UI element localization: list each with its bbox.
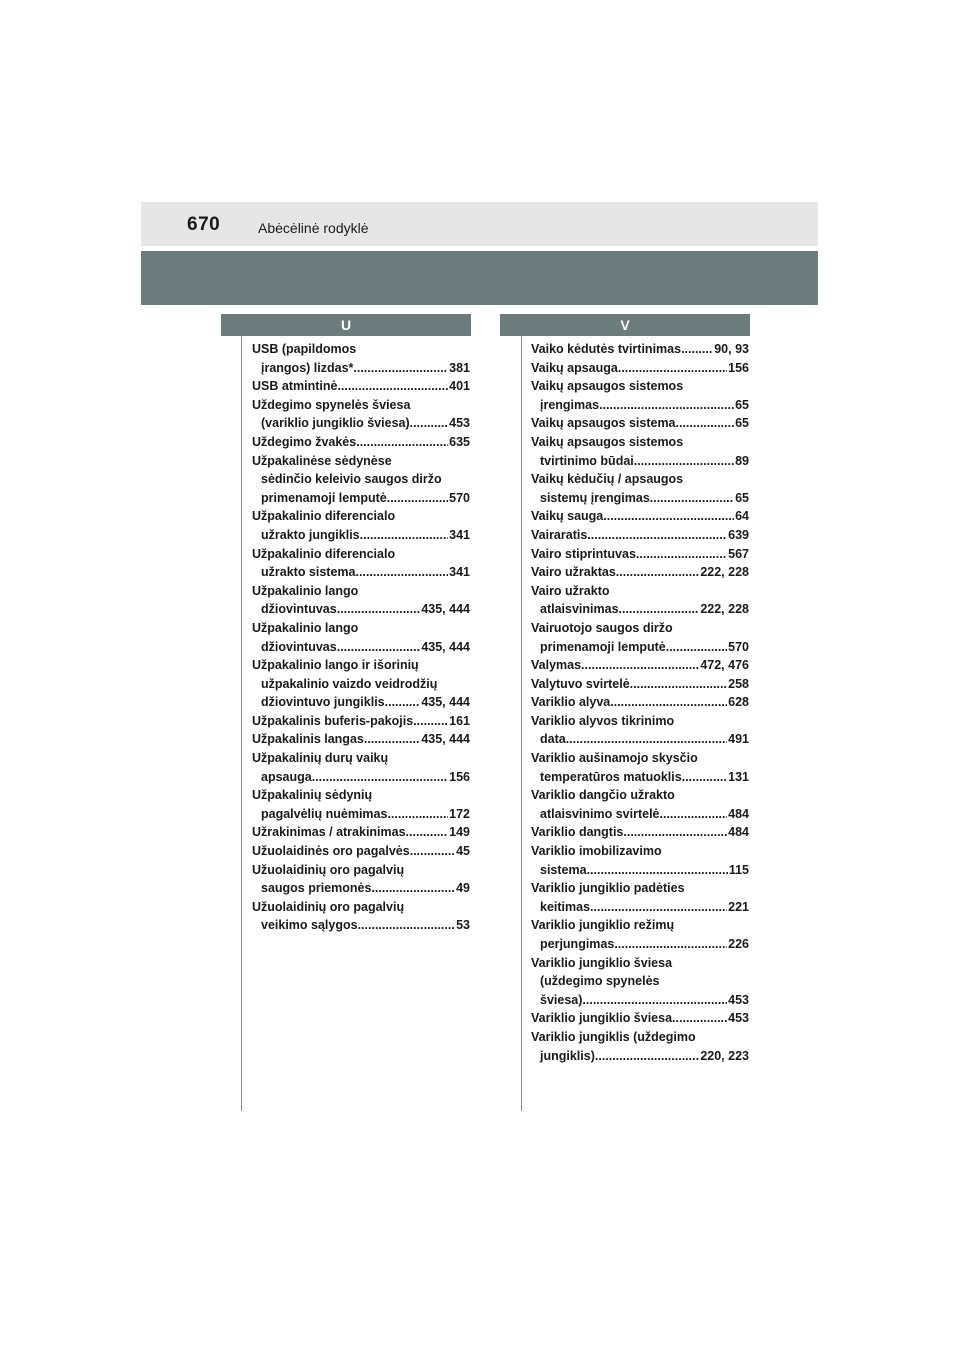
page-reference: 484 xyxy=(728,825,749,840)
index-entry xyxy=(252,823,470,842)
page-reference: 341 xyxy=(449,527,470,542)
index-entry-line xyxy=(252,638,470,657)
index-entry-text: Užuolaidinių oro pagalvių xyxy=(252,862,405,877)
index-entry-line xyxy=(531,638,749,657)
index-entry xyxy=(531,656,749,675)
dot-leader xyxy=(387,805,448,824)
index-entry-line xyxy=(531,898,749,917)
page-reference: 172 xyxy=(449,806,470,821)
index-entry-line xyxy=(252,842,470,861)
dot-leader xyxy=(358,916,456,935)
index-entry-text: Vaikų apsaugos sistema xyxy=(531,416,676,431)
dot-leader xyxy=(337,377,448,396)
index-entry-text: saugos priemonės xyxy=(261,881,372,896)
index-entry-line xyxy=(531,1009,749,1028)
index-entry xyxy=(252,545,470,582)
page-reference: 64 xyxy=(735,509,749,524)
dot-leader xyxy=(682,768,727,787)
page-reference: 570 xyxy=(728,639,749,654)
index-entry-text: Užrakinimas / atrakinimas xyxy=(252,825,406,840)
index-entry-text: keitimas xyxy=(540,899,591,914)
index-entry-text: Vairuotojo saugos diržo xyxy=(531,620,673,635)
page-reference: 156 xyxy=(449,769,470,784)
index-entry-line xyxy=(531,805,749,824)
index-entry xyxy=(252,712,470,731)
index-entry xyxy=(531,712,749,749)
page-reference: 220, 223 xyxy=(700,1048,749,1063)
index-entry xyxy=(252,861,470,898)
index-entry-line xyxy=(252,563,470,582)
index-entry xyxy=(252,396,470,433)
index-entry xyxy=(252,898,470,935)
dot-leader xyxy=(630,675,727,694)
index-entry-line xyxy=(252,916,470,935)
index-entry xyxy=(531,823,749,842)
page-reference: 435, 444 xyxy=(421,602,470,617)
header-band xyxy=(141,251,818,305)
index-entry-text: Variklio jungiklio padėties xyxy=(531,881,685,896)
index-entry-text: Užpakalinių durų vaikų xyxy=(252,751,389,766)
index-entry-line xyxy=(252,526,470,545)
page-reference: 628 xyxy=(728,695,749,710)
index-entry-line xyxy=(252,730,470,749)
index-entry-line xyxy=(252,600,470,619)
index-entry-line xyxy=(531,693,749,712)
index-entry-line xyxy=(531,823,749,842)
dot-leader xyxy=(413,712,448,731)
page-reference: 115 xyxy=(728,862,749,877)
page-reference: 435, 444 xyxy=(421,732,470,747)
index-entry-line xyxy=(252,433,470,452)
index-entry-line xyxy=(252,377,470,396)
index-entry xyxy=(531,786,749,823)
index-entry-text: Užpakalinis buferis-pakojis xyxy=(252,713,414,728)
page-reference: 258 xyxy=(728,676,749,691)
index-entry xyxy=(252,340,470,377)
index-entry xyxy=(531,916,749,953)
column-divider-left xyxy=(241,336,242,1111)
index-column-u xyxy=(252,340,470,935)
page-reference: 453 xyxy=(728,992,749,1007)
dot-leader xyxy=(582,991,727,1010)
index-entry xyxy=(531,433,749,470)
index-entry-line xyxy=(531,656,749,675)
index-entry-line xyxy=(531,414,749,433)
index-entry-line xyxy=(531,545,749,564)
index-entry-text: Vaikų sauga xyxy=(531,509,604,524)
page-reference: 453 xyxy=(728,1011,749,1026)
dot-leader xyxy=(599,396,734,415)
index-entry-line xyxy=(252,359,470,378)
dot-leader xyxy=(387,489,448,508)
index-entry-text: apsauga xyxy=(261,769,312,784)
index-entry xyxy=(531,879,749,916)
index-entry-text: sistema xyxy=(540,862,587,877)
dot-leader xyxy=(650,489,734,508)
index-entry-text: Užpakalinėse sėdynėse xyxy=(252,453,392,468)
page-reference: 435, 444 xyxy=(421,695,470,710)
page-header xyxy=(141,202,818,246)
index-entry-text: Užuolaidinės oro pagalvės xyxy=(252,844,410,859)
index-entry-text: (uždegimo spynelės xyxy=(540,974,660,989)
index-entry-text: (variklio jungiklio šviesa) xyxy=(261,416,410,431)
index-entry-text: primenamoji lemputė xyxy=(261,490,387,505)
index-entry-text: įrangos) lizdas* xyxy=(261,360,354,375)
index-entry-text: Vairo užraktas xyxy=(531,565,616,580)
dot-leader xyxy=(587,861,728,880)
index-entry-text: Valytuvo svirtelė xyxy=(531,676,630,691)
section-title: Abėcėlinė rodyklė xyxy=(258,220,369,236)
dot-leader xyxy=(636,545,727,564)
index-column-v xyxy=(531,340,749,1065)
index-entry-text: užpakalinio vaizdo veidrodžių xyxy=(261,676,438,691)
index-entry-text: data xyxy=(540,732,566,747)
index-entry xyxy=(252,656,470,712)
index-entry-text: įrengimas xyxy=(540,397,600,412)
index-entry-text: tvirtinimo būdai xyxy=(540,453,634,468)
index-entry xyxy=(531,619,749,656)
page-reference: 161 xyxy=(449,713,470,728)
letter-heading-v: V xyxy=(500,314,750,336)
index-entry-text: sėdinčio keleivio saugos diržo xyxy=(261,472,442,487)
dot-leader xyxy=(337,638,421,657)
index-entry-line xyxy=(531,452,749,471)
index-entry xyxy=(531,470,749,507)
index-entry-text: Variklio jungiklio režimų xyxy=(531,918,675,933)
index-entry-text: jungiklis) xyxy=(540,1048,595,1063)
index-entry-text: Variklio jungiklio šviesa xyxy=(531,1011,673,1026)
index-entry-text: perjungimas xyxy=(540,937,615,951)
index-entry-text: šviesa) xyxy=(540,992,583,1007)
page-reference: 222, 228 xyxy=(700,565,749,580)
index-entry xyxy=(531,359,749,378)
index-entry xyxy=(531,377,749,414)
index-entry-text: džiovintuvas xyxy=(261,639,337,654)
index-entry-text: Variklio imobilizavimo xyxy=(531,844,662,859)
index-entry-text: Variklio jungiklis (uždegimo xyxy=(531,1029,696,1044)
dot-leader xyxy=(590,898,727,917)
dot-leader xyxy=(364,730,420,749)
index-entry-line xyxy=(531,861,749,880)
page-reference: 53 xyxy=(456,918,470,933)
index-entry-text: USB atmintinė xyxy=(252,379,338,394)
index-entry-line xyxy=(531,600,749,619)
index-entry-text: Vairo užrakto xyxy=(531,583,610,598)
index-entry-text: Užpakalinių sėdynių xyxy=(252,788,373,803)
index-entry-line xyxy=(252,489,470,508)
index-entry-text: Užpakalinio lango xyxy=(252,583,359,598)
dot-leader xyxy=(660,805,728,824)
page-reference: 381 xyxy=(449,360,470,375)
index-entry-line xyxy=(531,489,749,508)
index-entry xyxy=(252,433,470,452)
dot-leader xyxy=(619,600,700,619)
index-entry-text: atlaisvinimo svirtelė xyxy=(540,806,660,821)
page-reference: 635 xyxy=(449,434,470,449)
index-entry-text: Vaiko kėdutės tvirtinimas xyxy=(531,342,682,356)
page-reference: 156 xyxy=(728,360,749,375)
page-reference: 567 xyxy=(728,546,749,561)
dot-leader xyxy=(623,823,727,842)
index-entry-text: Vairo stiprintuvas xyxy=(531,546,636,561)
index-entry xyxy=(252,842,470,861)
index-entry-line xyxy=(531,675,749,694)
index-entry xyxy=(531,1009,749,1028)
index-entry-text: Variklio dangtis xyxy=(531,825,624,840)
index-entry-text: Variklio jungiklio šviesa xyxy=(531,955,673,970)
index-entry xyxy=(531,954,749,1010)
index-entry-text: Vaikų apsaugos sistemos xyxy=(531,434,684,449)
page-reference: 472, 476 xyxy=(700,658,749,673)
index-entry xyxy=(252,749,470,786)
dot-leader xyxy=(610,693,727,712)
page-reference: 65 xyxy=(735,397,749,412)
index-entry-text: atlaisvinimas xyxy=(540,602,619,617)
column-divider-right xyxy=(521,336,522,1111)
index-entry xyxy=(531,842,749,879)
page-reference: 149 xyxy=(449,825,470,840)
index-entry xyxy=(531,563,749,582)
dot-leader xyxy=(587,526,727,545)
dot-leader xyxy=(603,507,734,526)
index-entry-line xyxy=(531,991,749,1010)
index-entry-line xyxy=(531,396,749,415)
index-entry xyxy=(531,545,749,564)
index-entry-line xyxy=(531,1047,749,1066)
index-entry-text: USB (papildomos xyxy=(252,342,357,356)
page-reference: 401 xyxy=(449,379,470,394)
index-entry-text: Variklio alyvos tikrinimo xyxy=(531,713,675,728)
dot-leader xyxy=(614,935,727,954)
index-entry-text: Užpakalinio diferencialo xyxy=(252,509,396,524)
page-number: 670 xyxy=(187,214,221,235)
dot-leader xyxy=(406,823,449,842)
page-reference: 65 xyxy=(735,490,749,505)
page-reference: 435, 444 xyxy=(421,639,470,654)
index-entry xyxy=(531,414,749,433)
index-entry-line xyxy=(531,359,749,378)
dot-leader xyxy=(566,730,727,749)
letter-heading-u: U xyxy=(221,314,471,336)
index-entry xyxy=(531,675,749,694)
index-entry-line xyxy=(531,340,749,359)
page-reference: 226 xyxy=(728,937,749,951)
dot-leader xyxy=(355,563,448,582)
index-entry xyxy=(252,582,470,619)
page-reference: 90, 93 xyxy=(714,342,749,356)
page-reference: 491 xyxy=(728,732,749,747)
page-reference: 89 xyxy=(735,453,749,468)
index-entry-text: Valymas xyxy=(531,658,582,673)
index-entry-line xyxy=(252,693,470,712)
index-entry-text: temperatūros matuoklis xyxy=(540,769,682,784)
index-entry xyxy=(531,340,749,359)
dot-leader xyxy=(356,433,448,452)
page-reference: 341 xyxy=(449,565,470,580)
index-entry-text: Užpakalinio diferencialo xyxy=(252,546,396,561)
index-entry-text: Vaikų apsauga xyxy=(531,360,618,375)
index-entry-line xyxy=(252,823,470,842)
index-entry xyxy=(531,526,749,545)
index-entry xyxy=(531,1028,749,1065)
index-entry-line xyxy=(531,730,749,749)
dot-leader xyxy=(581,656,699,675)
index-entry-text: Užpakalinio lango xyxy=(252,620,359,635)
index-entry xyxy=(252,786,470,823)
index-entry-text: užrakto sistema xyxy=(261,565,356,580)
page-reference: 65 xyxy=(735,416,749,431)
index-entry-line xyxy=(252,414,470,433)
index-entry xyxy=(252,619,470,656)
index-entry-text: Užpakalinio lango ir išorinių xyxy=(252,658,419,673)
index-entry-line xyxy=(531,768,749,787)
index-entry-line xyxy=(531,563,749,582)
page-reference: 570 xyxy=(449,490,470,505)
page-reference: 131 xyxy=(728,769,749,784)
dot-leader xyxy=(672,1009,727,1028)
index-entry-text: džiovintuvas xyxy=(261,602,337,617)
index-entry-line xyxy=(531,507,749,526)
dot-leader xyxy=(410,414,448,433)
dot-leader xyxy=(616,563,700,582)
index-entry-text: džiovintuvo jungiklis xyxy=(261,695,385,710)
page-reference: 222, 228 xyxy=(700,602,749,617)
index-entry-text: Vaikų apsaugos sistemos xyxy=(531,379,684,394)
index-entry-line xyxy=(252,768,470,787)
page-reference: 45 xyxy=(456,844,470,859)
index-entry xyxy=(531,749,749,786)
dot-leader xyxy=(385,693,421,712)
index-entry xyxy=(252,730,470,749)
index-entry xyxy=(531,507,749,526)
index-entry-text: užrakto jungiklis xyxy=(261,527,360,542)
index-entry-text: Variklio alyva xyxy=(531,695,611,710)
dot-leader xyxy=(666,638,727,657)
dot-leader xyxy=(595,1047,699,1066)
dot-leader xyxy=(360,526,449,545)
index-entry-line xyxy=(252,879,470,898)
page-reference: 639 xyxy=(728,527,749,542)
index-entry-line xyxy=(531,526,749,545)
index-entry-line xyxy=(252,712,470,731)
page-reference: 484 xyxy=(728,806,749,821)
page-reference: 453 xyxy=(449,416,470,431)
index-entry-text: Variklio aušinamojo skysčio xyxy=(531,751,698,766)
index-entry-text: Uždegimo spynelės šviesa xyxy=(252,397,411,412)
index-entry-text: veikimo sąlygos xyxy=(261,918,358,933)
index-entry-text: Vaikų kėdučių / apsaugos xyxy=(531,472,684,487)
dot-leader xyxy=(681,340,713,359)
index-entry xyxy=(252,377,470,396)
dot-leader xyxy=(371,879,455,898)
dot-leader xyxy=(337,600,421,619)
dot-leader xyxy=(410,842,455,861)
index-entry-text: Vairaratis xyxy=(531,527,588,542)
index-entry-line xyxy=(531,935,749,954)
index-entry-text: sistemų įrengimas xyxy=(540,490,650,505)
index-entry xyxy=(252,452,470,508)
dot-leader xyxy=(618,359,727,378)
index-entry-text: pagalvėlių nuėmimas xyxy=(261,806,388,821)
index-entry-text: primenamoji lemputė xyxy=(540,639,666,654)
index-entry-text: Uždegimo žvakės xyxy=(252,434,357,449)
index-entry-text: Variklio dangčio užrakto xyxy=(531,788,675,803)
index-entry xyxy=(531,582,749,619)
index-entry-line xyxy=(252,805,470,824)
dot-leader xyxy=(676,414,735,433)
dot-leader xyxy=(634,452,734,471)
index-entry-text: Užuolaidinių oro pagalvių xyxy=(252,899,405,914)
page-reference: 49 xyxy=(456,881,470,896)
index-entry xyxy=(252,507,470,544)
index-entry-text: Užpakalinis langas xyxy=(252,732,364,747)
dot-leader xyxy=(312,768,448,787)
index-entry xyxy=(531,693,749,712)
page-reference: 221 xyxy=(728,899,749,914)
dot-leader xyxy=(353,359,448,378)
